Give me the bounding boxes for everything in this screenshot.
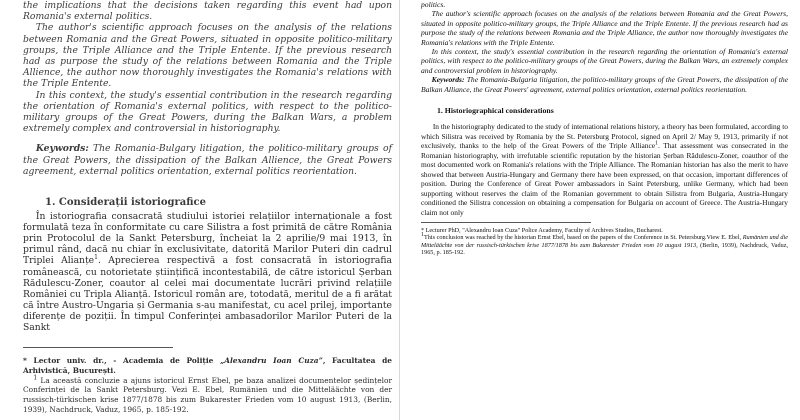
footnote-divider <box>421 222 591 223</box>
footnote-author: * Lector univ. dr., - Academia de Poliție „Alexandru Ioan Cuza”, Facultatea de Arhivistică, București. <box>23 356 392 375</box>
keywords-label: Keywords: <box>35 143 89 155</box>
right-page-english <box>401 0 800 420</box>
keywords <box>23 143 392 177</box>
abstract-continuation: politics. <box>421 0 446 9</box>
keywords-text: The Romania-Bulgary litigation, the politico-military groups of the Great Powers, the dissipation of the Balkan Allience, the Great Powers agreement, external politics orientation, external politics reorientation. <box>23 143 392 177</box>
abstract-continuation: the implications that the decisions taken regarding this event had upon Romania's external politics. <box>23 0 392 23</box>
body-paragraph: În istoriografia consacrată studiului istoriei relațiilor internaționale a fost formulată teza în conformitate cu care Silistra a fost primită de către România prin Protocolul de la Sankt Petersburg, încheiat la 2 aprilie/9 mai 1913, în primul rând, dacă nu chiar în exclusivitate, datorită Marilor Puteri din cadrul Triplei Alianțe$^1$. Aprecierea respectivă a fost consacrată în istoriografia românească, cu notorietate științifică incontestabilă, de către istoricul Șerban Rădulescu-Zoner, coautor al celei mai documentate lucrări privind relațiile României cu Tripla Alianță. Istoricul român are, totodată, meritul de a fi arătat că între Austro-Ungaria și Germania s-au manifestat, cu acel prilej, importante diferențe de poziții. În timpul Conferinței ambasadorilor Marilor Puteri de la Sankt <box>23 211 392 333</box>
keywords <box>421 75 788 94</box>
abstract-paragraph: The author's scientific approach focuses on the analysis of the relations between Romania and the Great Powers, situated in opposite politico-military groups, the Triple Alliance and the Triple Entente. If the previous research had as purpose the study of the relations between Romania and the Triple Alliance, the author now thoroughly investigates the Romania's relations with the Triple Entente. <box>421 9 788 47</box>
footnote-ref[interactable]: 1 <box>94 254 98 262</box>
page-gutter <box>399 0 400 420</box>
footnote-1: 1This conclusion was reached by the historian Ernst Ebel, based on the papers of the Conference in St. Petersburg.View E. Ebel, Rumänien und die Mitteläächte von der russisch-türkischen krise 1877/1878 bis zum Bukarester Frieden vom 10 august 1913, (Berlin, 1939), Nachdruck, Vaduz, 1965, p. 185-192. <box>421 232 788 257</box>
footnote-author: * Lecturer PhD, "Alexandru Ioan Cuza" Police Academy, Faculty of Archives Studies, Bucharest. <box>421 226 663 234</box>
footnote-ref[interactable]: 1 <box>655 140 659 147</box>
keywords-label: Keywords: <box>431 75 465 85</box>
left-page-romanian <box>0 0 398 420</box>
abstract-paragraph: The author's scientific approach focuses on the analysis of the relations between Romania and the Great Powers, situated in opposite politico-military groups, the Triple Alliance and the Triple Entente. If the previous research had as purpose the study of the relations between Romania and the Triple Allience, the author now thoroughly investigates the Romania's relations with the Triple Entente. <box>23 22 392 90</box>
section-heading: 1. Considerații istoriografice <box>45 197 206 209</box>
abstract-paragraph: In this context, the study's essential contribution in the research regarding the orientation of Romania's external politics, with respect to the politico-military groups of the Great Powers, during the Balkan Wars, an extremely complex and controversial problem in historiography. <box>421 47 788 75</box>
footnote-1: $^1$ La această concluzie a ajuns istoricul Ernst Ebel, pe baza analizei documentelor ședințelor Conferinței de la Sankt Petersburg. Vezi E. Ebel, Rumänien und die Mitteläächte von der russisch-türkischen krise 1877/1878 bis zum Bukarester Frieden vom 10 august 1913, (Berlin, 1939), Nachdruck, Vaduz, 1965, p. 185-192. <box>23 374 392 415</box>
footnote-mark: 1 <box>421 232 424 239</box>
abstract-paragraph: In this context, the study's essential contribution in the research regarding the orientation of Romania's external politics, with respect to the politico-military groups of the Great Powers, during the Balkan Wars, a problem extremely complex and controversial in historiography. <box>23 89 392 135</box>
footnote-divider <box>23 347 173 348</box>
keywords-text: The Romania-Bulgaria litigation, the politico-military groups of the Great Powers, the dissipation of the Balkan Alliance, the Great Powers' agreement, external politics orientation, external politics reorientation. <box>421 75 788 94</box>
section-heading: 1. Historiographical considerations <box>437 106 554 116</box>
body-paragraph: In the historiography dedicated to the study of international relations history, a theory has been formulated, according to which Silistra was received by Romania by the St. Petersburg Protocol, signed on April 2/ May 9, 1913, primarily if not exclusively, thanks to the help of the Great Powers of the Triple Alliance$^1$. That assessment was consecrated in the Romanian historiography, with irrefutable scientific reputation by the historian Șerban Rădulescu-Zoner, coauthor of the most documented work on Romania's relations with the Triple Alliance. The Romanian historian has also the merit to have showed that between Austria-Hungary and Germany there have been expressed, on that occasion, important differences of position. During the Conference of Great Power ambassadors in Saint Petersburg, unlike Germany, which had been supporting without reserves the claim of the Romanian government to obtain Silistra from Bulgaria, Austria-Hungary conditioned the Silistra concession on obtaining a compensation for Bulgaria on account of Greece. The Austria-Hungary claim not only <box>421 122 788 217</box>
footnote-mark: 1 <box>33 374 38 382</box>
